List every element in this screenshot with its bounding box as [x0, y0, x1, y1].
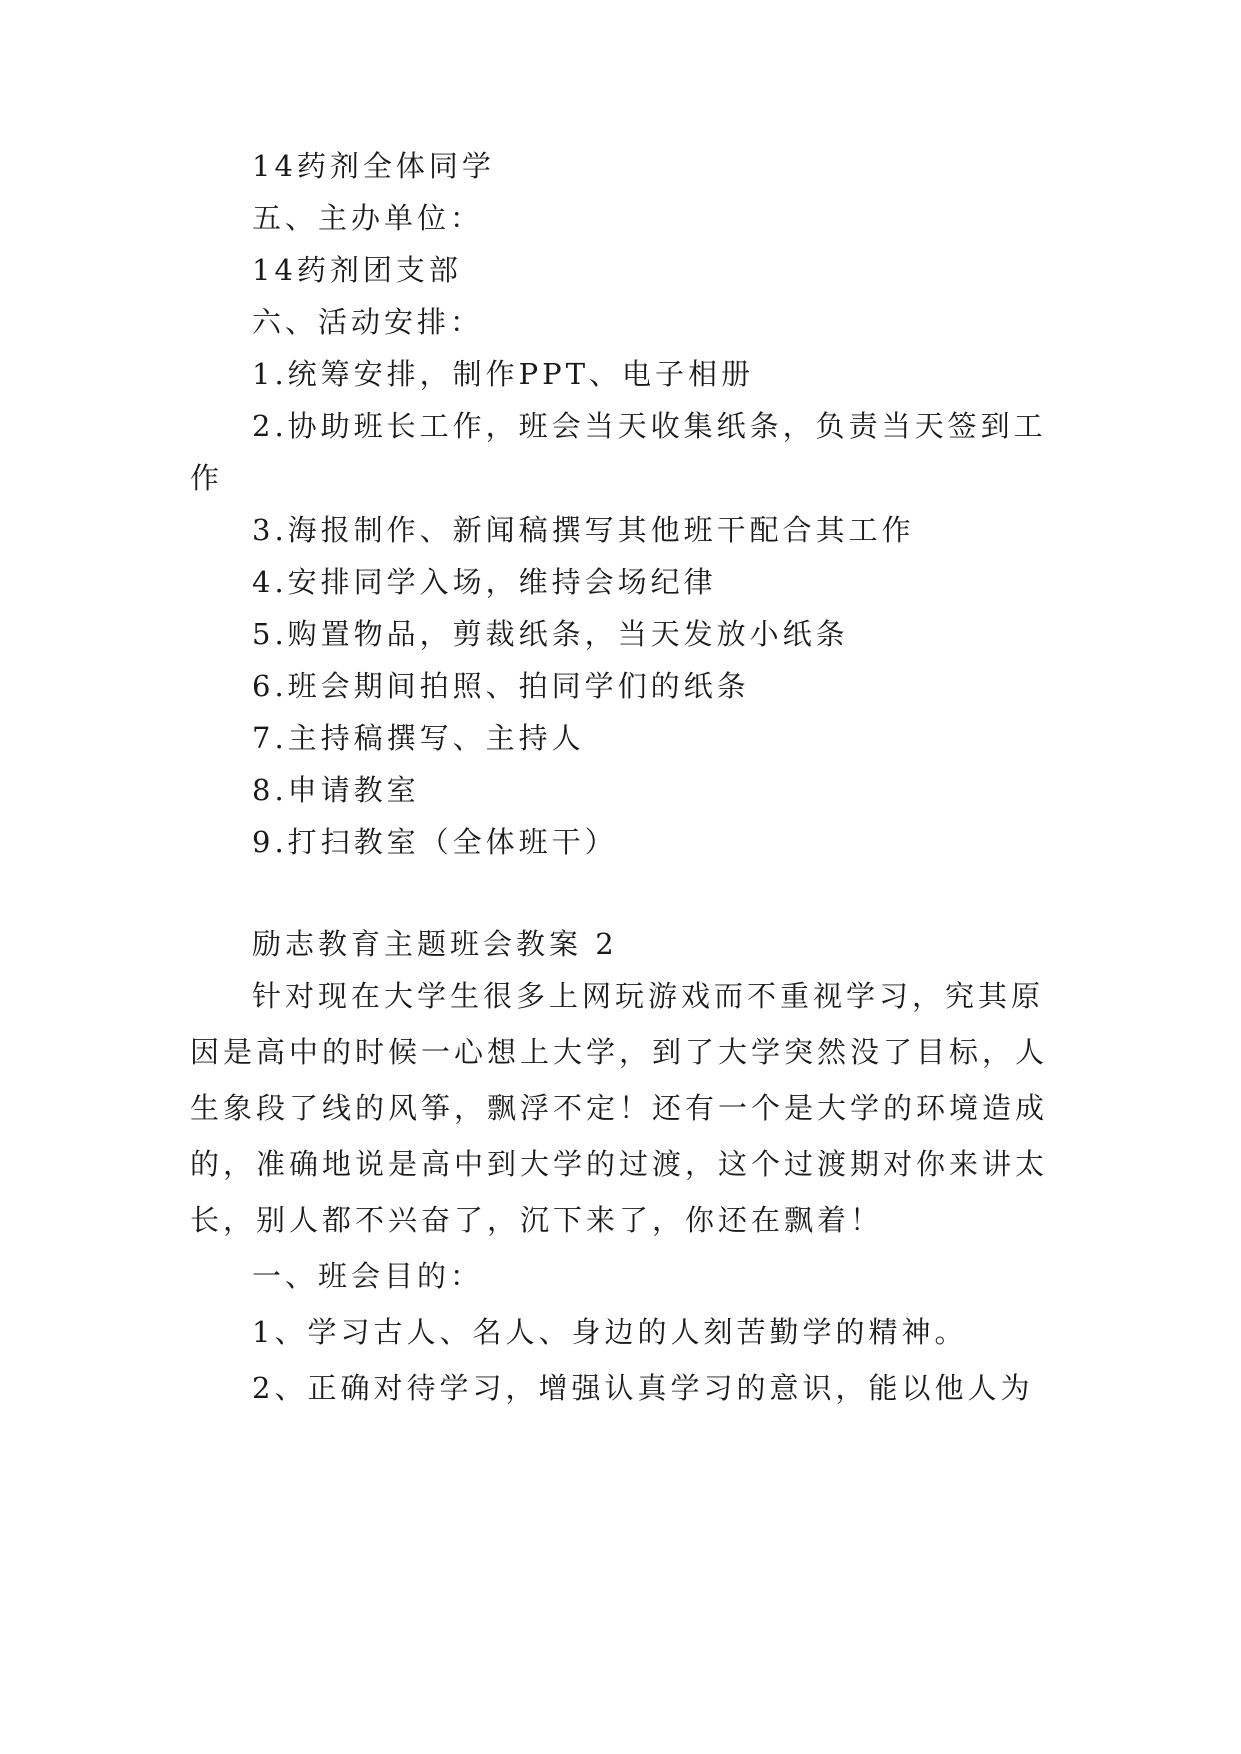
- schedule-item: 7.主持稿撰写、主持人: [252, 721, 585, 755]
- section-title: 励志教育主题班会教案 2: [252, 927, 618, 961]
- goal-item: 2、正确对待学习，增强认真学习的意识，能以他人为: [252, 1371, 1034, 1405]
- schedule-item: 6.班会期间拍照、拍同学们的纸条: [252, 669, 750, 703]
- goal-heading: 一、班会目的：: [252, 1259, 484, 1293]
- schedule-item: 2.协助班长工作，班会当天收集纸条，负责当天签到工: [252, 409, 1047, 443]
- organizer-heading: 五、主办单位：: [252, 201, 484, 235]
- intro-line: 因是高中的时候一心想上大学，到了大学突然没了目标，人: [190, 1035, 1049, 1069]
- intro-line: 的，准确地说是高中到大学的过渡，这个过渡期对你来讲太: [190, 1147, 1049, 1181]
- organizer-text: 14药剂团支部: [252, 253, 462, 287]
- intro-line: 针对现在大学生很多上网玩游戏而不重视学习，究其原: [252, 979, 1045, 1013]
- schedule-item-continuation: 作: [190, 461, 224, 495]
- schedule-item: 4.安排同学入场，维持会场纪律: [252, 565, 717, 599]
- participants-text: 14药剂全体同学: [252, 149, 495, 183]
- schedule-item: 9.打扫教室（全体班干）: [252, 825, 618, 859]
- intro-line: 生象段了线的风筝，飘浮不定！还有一个是大学的环境造成: [190, 1091, 1049, 1125]
- schedule-heading: 六、活动安排：: [252, 305, 484, 339]
- schedule-item: 1.统筹安排，制作PPT、电子相册: [252, 357, 755, 391]
- schedule-item: 8.申请教室: [252, 773, 420, 807]
- goal-item: 1、学习古人、名人、身边的人刻苦勤学的精神。: [252, 1315, 968, 1349]
- schedule-item: 5.购置物品，剪裁纸条，当天发放小纸条: [252, 617, 849, 651]
- schedule-item: 3.海报制作、新闻稿撰写其他班干配合其工作: [252, 513, 915, 547]
- intro-line: 长，别人都不兴奋了，沉下来了，你还在飘着！: [190, 1203, 884, 1237]
